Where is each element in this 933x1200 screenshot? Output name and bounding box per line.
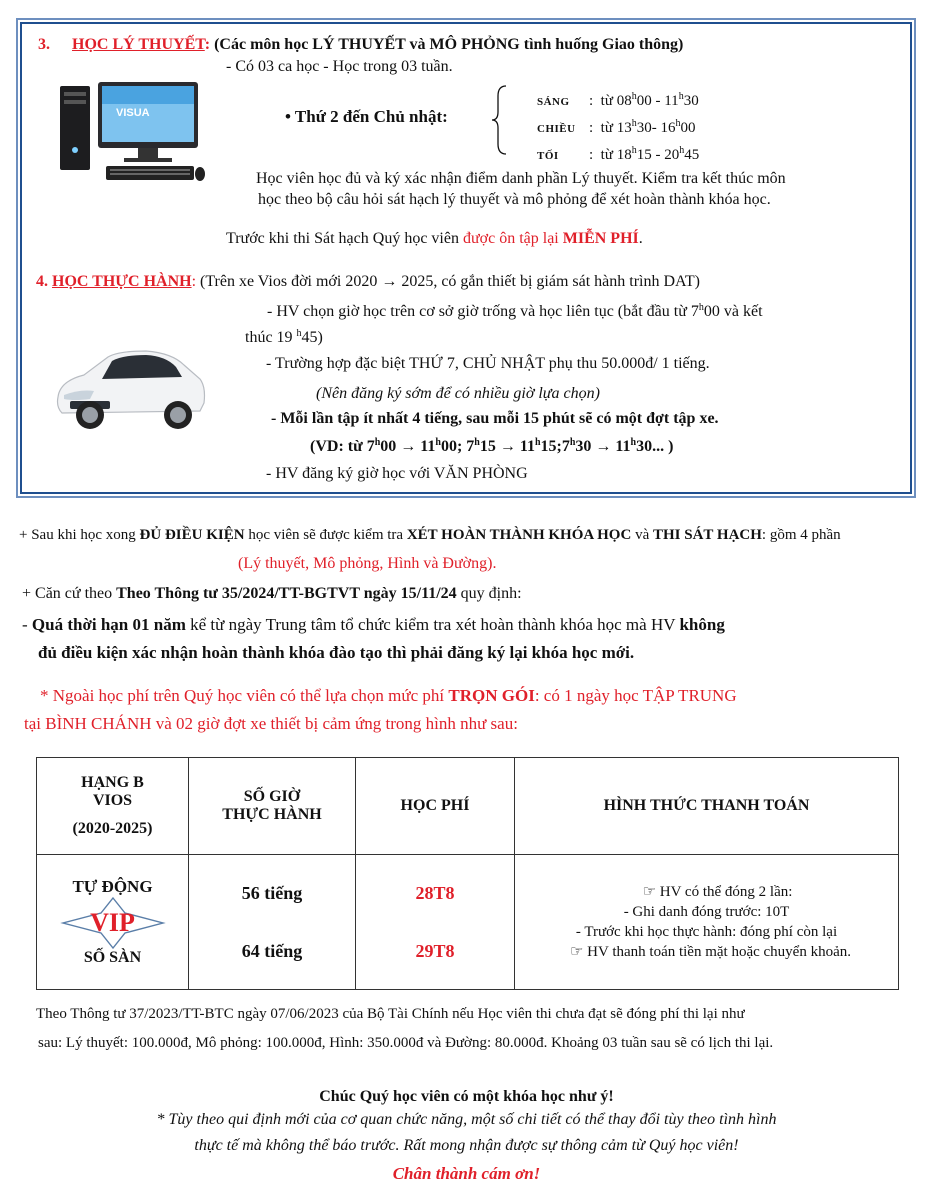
label-automatic: TỰ ĐỘNG: [72, 877, 153, 896]
header-hours: SỐ GIỜ THỰC HÀNH: [189, 758, 356, 855]
theory-note-line2: học theo bộ câu hỏi sát hạch lý thuyết và mô phỏng để xét hoàn thành khóa học.: [258, 191, 771, 208]
cell-payment: ☞ HV có thể đóng 2 lần: - Ghi danh đóng trước: 10T - Trước khi học thực hành: đóng phí còn lại ☞ HV thanh toán tiền mặt hoặc chuyển khoản.: [515, 855, 899, 990]
table-header-row: [37, 758, 899, 855]
practice-line5: - Mỗi lần tập ít nhất 4 tiếng, sau mỗi 15 phút sẽ có một đợt tập xe.: [271, 410, 719, 427]
package-offer-line2: tại BÌNH CHÁNH và 02 giờ đợt xe thiết bị cảm ứng trong hình như sau:: [24, 714, 518, 733]
schedule-row-morning: SÁNG : từ 08$^h$00 - 11$^h$30: [537, 91, 699, 109]
header-class: HẠNG B VIOS (2020-2025): [37, 758, 189, 855]
schedule-list: [537, 86, 699, 167]
header-fee: HỌC PHÍ: [356, 758, 515, 855]
theory-note-line1: Học viên học đủ và ký xác nhận điểm danh phần Lý thuyết. Kiểm tra kết thúc môn: [256, 170, 786, 187]
section-3-sessions: - Có 03 ca học - Học trong 03 tuần.: [226, 58, 453, 75]
study-days: • Thứ 2 đến Chủ nhật:: [285, 107, 448, 126]
practice-line4: (Nên đăng ký sớm để có nhiều giờ lựa chọn): [316, 385, 600, 402]
vip-badge: VIP: [53, 897, 173, 949]
svg-text:VISUA: VISUA: [116, 107, 150, 119]
practice-line3: - Trường hợp đặc biệt THỨ 7, CHỦ NHẬT phụ thu 50.000đ/ 1 tiếng.: [266, 355, 710, 372]
disclaimer-line2: thực tế mà không thể báo trước. Rất mong nhận được sự thông cảm từ Quý học viên!: [194, 1137, 739, 1154]
package-offer-line1: * Ngoài học phí trên Quý học viên có thể lựa chọn mức phí TRỌN GÓI: có 1 ngày học TẬP TRUNG: [40, 686, 737, 705]
car-photo: [50, 335, 210, 435]
practice-line7: - HV đăng ký giờ học với VĂN PHÒNG: [266, 465, 528, 482]
section-4-title: HỌC THỰC HÀNH: [52, 273, 192, 290]
computer-illustration: [58, 78, 206, 184]
review-note: Trước khi thi Sát hạch Quý học viên được ôn tập lại MIỄN PHÍ.: [226, 230, 643, 247]
cell-hours: 56 tiếng 64 tiếng: [189, 855, 356, 990]
schedule-row-afternoon: CHIỀU : từ 13$^h$30- 16$^h$00: [537, 118, 696, 136]
header-payment: HÌNH THỨC THANH TOÁN: [515, 758, 899, 855]
section-3-subtitle: (Các môn học LÝ THUYẾT và MÔ PHỎNG tình huống Giao thông): [214, 36, 684, 53]
retest-fee-line2: sau: Lý thuyết: 100.000đ, Mô phỏng: 100.000đ, Hình: 350.000đ và Đường: 80.000đ. Khoảng 03 tuần sau sẽ có lịch thi lại.: [38, 1035, 774, 1051]
cell-fee: 28T8 29T8: [356, 855, 515, 990]
expiry-rule-line1: - Quá thời hạn 01 năm kể từ ngày Trung tâm tổ chức kiểm tra xét hoàn thành khóa học mà HV không: [22, 615, 725, 634]
retest-fee-line1: Theo Thông tư 37/2023/TT-BTC ngày 07/06/2023 của Bộ Tài Chính nếu Học viên thi chưa đạt sẽ đóng phí thi lại như: [36, 1006, 745, 1022]
section-3-heading: 3. HỌC LÝ THUYẾT: (Các môn học LÝ THUYẾT và MÔ PHỎNG tình huống Giao thông): [38, 36, 684, 53]
brace-icon: [490, 84, 510, 156]
bullet-icon: •: [285, 107, 291, 126]
exam-parts: (Lý thuyết, Mô phỏng, Hình và Đường).: [238, 555, 497, 572]
expiry-rule-line2: đủ điều kiện xác nhận hoàn thành khóa đào tạo thì phải đăng ký lại khóa học mới.: [38, 643, 635, 662]
exam-paragraph: + Sau khi học xong ĐỦ ĐIỀU KIỆN học viên sẽ được kiểm tra XÉT HOÀN THÀNH KHÓA HỌC và THI SÁT HẠCH: gồm 4 phần: [19, 527, 841, 543]
practice-line1: - HV chọn giờ học trên cơ sở giờ trống và học liên tục (bắt đầu từ 7$^h$00 và kết: [267, 302, 763, 320]
practice-example: (VD: từ $7^h00 \to 11^h00$; $7^h15$ → $11^h15;7^h30 \to 11^h30$... ): [310, 437, 674, 455]
section-4-heading: 4. HỌC THỰC HÀNH: (Trên xe Vios đời mới 2020 → 2025, có gắn thiết bị giám sát hành trình DAT): [36, 273, 700, 290]
practice-line2: thúc 19 $^h$45): [245, 328, 323, 346]
fee-table: [36, 757, 899, 990]
section-4-subtitle: (Trên xe Vios đời mới 2020 → 2025, có gắn thiết bị giám sát hành trình DAT): [196, 273, 700, 290]
section-3-number: 3.: [38, 36, 50, 53]
circular-reference: + Căn cứ theo Theo Thông tư 35/2024/TT-BGTVT ngày 15/11/24 quy định:: [22, 585, 522, 602]
table-row: [37, 855, 899, 990]
section-3-title: HỌC LÝ THUYẾT: [72, 36, 205, 53]
label-manual: SỐ SÀN: [83, 949, 142, 966]
thank-you: Chân thành cám ơn!: [392, 1164, 541, 1183]
cell-transmission: [37, 855, 189, 990]
closing-wish: Chúc Quý học viên có một khóa học như ý!: [319, 1088, 614, 1105]
section-4-number: 4.: [36, 273, 48, 290]
disclaimer-line1: * Tùy theo qui định mới của cơ quan chức năng, một số chi tiết có thể thay đổi tùy theo tình hình: [156, 1111, 777, 1128]
schedule-row-evening: TỐI : từ 18$^h$15 - 20$^h$45: [537, 145, 700, 163]
